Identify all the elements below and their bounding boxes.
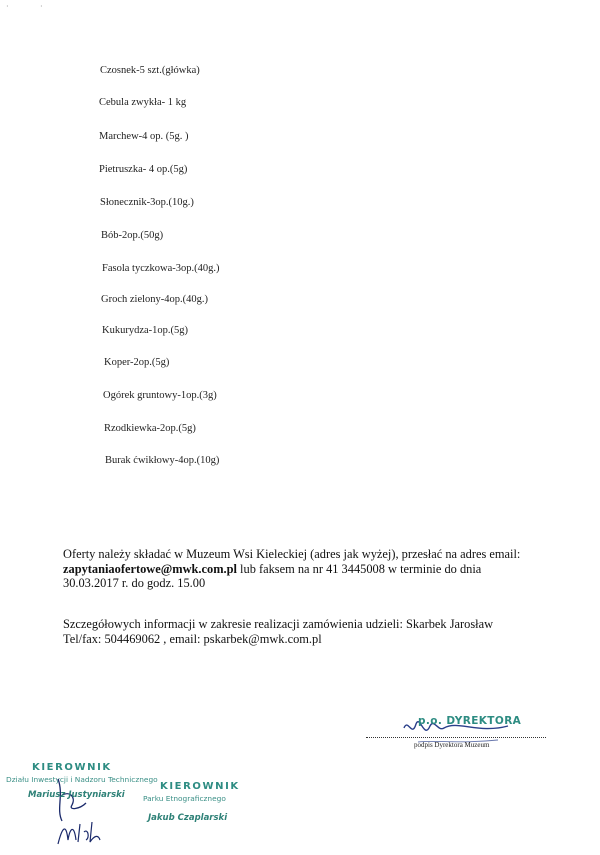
offer-line-2-rest: lub faksem na nr 41 3445008 w terminie do dnia (236, 561, 482, 576)
list-item: Cebula zwykła- 1 kg (99, 97, 187, 108)
list-item: Rzodkiewka-2op.(5g) (104, 423, 196, 434)
stamp-right-name: Jakub Czaplarski (148, 813, 228, 823)
stamp-right-subtitle: Parku Etnograficznego (143, 794, 226, 803)
stamp-right-title: KIEROWNIK (160, 781, 240, 792)
stamp-left-title: KIEROWNIK (32, 762, 112, 773)
offer-line-1: Oferty należy składać w Muzeum Wsi Kieleckiej (adres jak wyżej), przesłać na adres email: (63, 547, 521, 561)
offer-email: zapytaniaofertowe@mwk.com.pl (63, 561, 237, 576)
list-item: Groch zielony-4op.(40g.) (101, 294, 209, 305)
signature-line (366, 737, 546, 738)
signature-caption: podpis Dyrektora Muzeum (414, 741, 490, 749)
director-stamp: p.o. DYREKTORA (418, 715, 522, 727)
contact-paragraph (63, 617, 563, 646)
offer-line-2 (63, 562, 563, 577)
stamp-left-name: Mariusz Justyniarski (28, 790, 125, 800)
offer-paragraph (63, 547, 563, 591)
scan-speck: · (40, 2, 43, 11)
stamp-left-initials (54, 818, 104, 846)
list-item: Koper-2op.(5g) (104, 357, 170, 368)
list-item: Marchew-4 op. (5g. ) (99, 131, 189, 142)
contact-line-1: Szczegółowych informacji w zakresie realizacji zamówienia udzieli: Skarbek Jarosław (63, 617, 494, 631)
offer-line-3: 30.03.2017 r. do godz. 15.00 (63, 576, 206, 590)
list-item: Kukurydza-1op.(5g) (102, 325, 189, 336)
list-item: Pietruszka- 4 op.(5g) (99, 164, 188, 175)
list-item: Bób-2op.(50g) (101, 230, 164, 241)
list-item: Ogórek gruntowy-1op.(3g) (103, 390, 217, 401)
list-item: Burak ćwikłowy-4op.(10g) (105, 455, 220, 466)
list-item: Fasola tyczkowa-3op.(40g.) (102, 263, 220, 274)
contact-line-2: Tel/fax: 504469062 , email: pskarbek@mwk.com.pl (63, 631, 322, 646)
list-item: Słonecznik-3op.(10g.) (100, 197, 194, 208)
scan-speck: · (6, 2, 9, 11)
list-item: Czosnek-5 szt.(główka) (100, 65, 200, 76)
stamp-left-subtitle: Działu Inwestycji i Nadzoru Technicznego (6, 775, 158, 784)
